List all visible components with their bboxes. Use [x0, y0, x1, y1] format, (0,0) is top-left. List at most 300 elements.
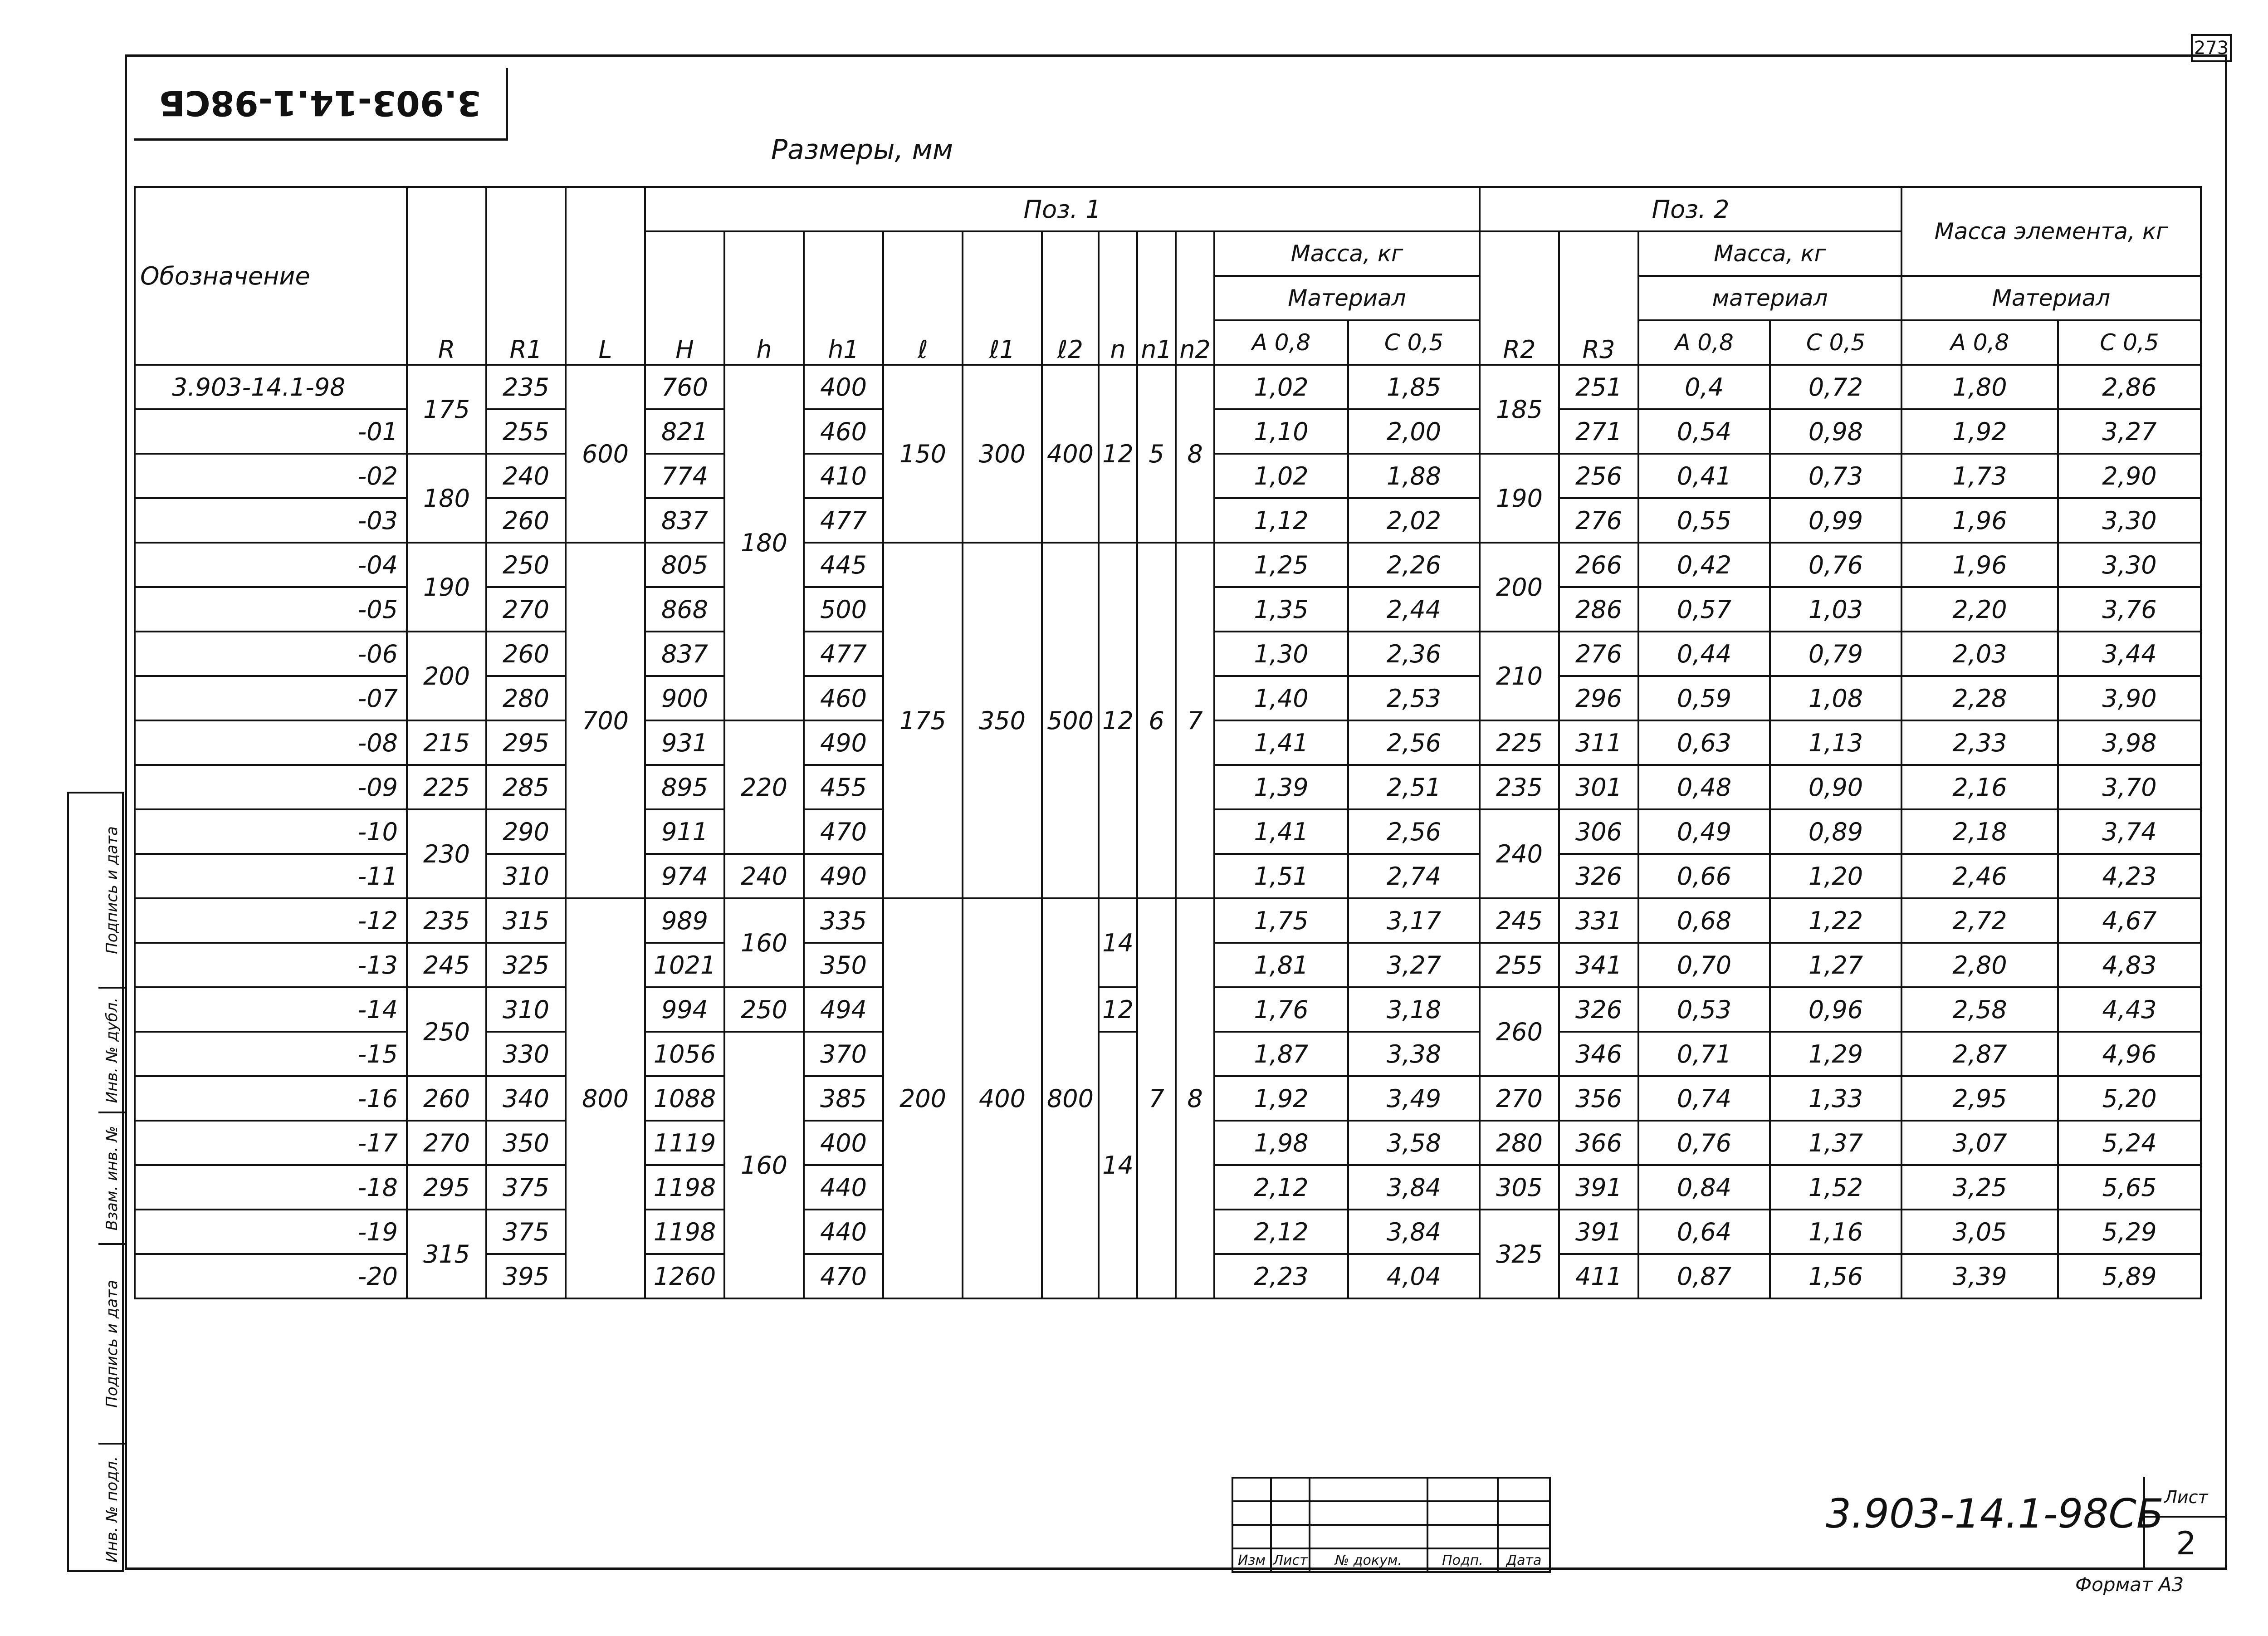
mass2-C05-cell: 0,99	[1770, 498, 1901, 543]
izm-label: Изм	[1232, 1548, 1271, 1572]
mass2-C05-cell: 1,52	[1770, 1165, 1901, 1210]
element-mass-A08-cell: 2,03	[1901, 632, 2058, 676]
designation-cell: -19	[135, 1210, 407, 1254]
rev-cell	[1310, 1525, 1427, 1548]
mass2-A08-cell: 0,44	[1638, 632, 1770, 676]
designation-cell: -07	[135, 676, 407, 720]
mass2-C05-cell: 1,29	[1770, 1032, 1901, 1076]
mass1-A08-cell: 1,35	[1214, 587, 1348, 632]
l2-cell: 500	[1042, 543, 1099, 898]
h1-cell: 477	[804, 498, 883, 543]
element-mass-A08-cell: 3,25	[1901, 1165, 2058, 1210]
C05-header-2: С 0,5	[1770, 320, 1901, 365]
mass1-C05-cell: 2,56	[1348, 809, 1480, 854]
l1-cell: 350	[963, 543, 1042, 898]
R3-cell: 251	[1559, 365, 1638, 409]
h1-cell: 445	[804, 543, 883, 587]
H-cell: 1056	[645, 1032, 724, 1076]
mass1-A08-cell: 1,12	[1214, 498, 1348, 543]
mass2-C05-cell: 0,79	[1770, 632, 1901, 676]
R2-cell: 305	[1480, 1165, 1559, 1210]
element-mass-A08-cell: 1,92	[1901, 409, 2058, 454]
mass2-C05-cell: 0,90	[1770, 765, 1901, 809]
H-cell: 1198	[645, 1165, 724, 1210]
designation-cell: -14	[135, 987, 407, 1032]
h1-header: h1	[804, 231, 883, 365]
C05-header-1: С 0,5	[1348, 320, 1480, 365]
R3-cell: 366	[1559, 1121, 1638, 1165]
R2-cell: 225	[1480, 720, 1559, 765]
h1-cell: 490	[804, 720, 883, 765]
n-cell: 14	[1099, 898, 1137, 987]
A08-header-3: А 0,8	[1901, 320, 2058, 365]
R2-cell: 260	[1480, 987, 1559, 1076]
R2-cell: 240	[1480, 809, 1559, 898]
R3-cell: 301	[1559, 765, 1638, 809]
mass1-C05-cell: 3,84	[1348, 1165, 1480, 1210]
h1-cell: 490	[804, 854, 883, 898]
element-mass-A08-cell: 2,46	[1901, 854, 2058, 898]
l2-header: ℓ2	[1042, 231, 1099, 365]
R1-cell: 330	[486, 1032, 566, 1076]
element-mass-A08-cell: 3,07	[1901, 1121, 2058, 1165]
R-cell: 260	[407, 1076, 486, 1121]
side-cell-signature-date-2: Подпись и дата	[98, 1245, 126, 1445]
mass2-C05-cell: 1,56	[1770, 1254, 1901, 1298]
side-cell-inv-podl: Инв. № подл.	[103, 1456, 121, 1563]
pos1-header: Поз. 1	[645, 187, 1480, 231]
designation-cell: -04	[135, 543, 407, 587]
R-cell: 180	[407, 454, 486, 543]
designation-cell: -06	[135, 632, 407, 676]
n-cell: 12	[1099, 987, 1137, 1032]
R3-cell: 276	[1559, 632, 1638, 676]
format-label: Формат А3	[2075, 1573, 2184, 1596]
mass2-A08-cell: 0,70	[1638, 943, 1770, 987]
R1-header: R1	[486, 187, 566, 365]
mass1-A08-cell: 1,39	[1214, 765, 1348, 809]
rev-cell	[1271, 1478, 1310, 1501]
L-header: L	[566, 187, 645, 365]
material3-header: Материал	[1901, 276, 2201, 320]
doc-label: № докум.	[1310, 1548, 1427, 1572]
R-cell: 250	[407, 987, 486, 1076]
rev-cell	[1271, 1525, 1310, 1548]
element-mass-C05-cell: 5,29	[2058, 1210, 2201, 1254]
mass2-A08-cell: 0,42	[1638, 543, 1770, 587]
h1-cell: 385	[804, 1076, 883, 1121]
R2-cell: 245	[1480, 898, 1559, 943]
H-cell: 760	[645, 365, 724, 409]
rev-cell	[1427, 1478, 1498, 1501]
rev-cell	[1498, 1501, 1550, 1525]
table-title: Размеры, мм	[771, 134, 953, 166]
H-cell: 931	[645, 720, 724, 765]
mass2-A08-cell: 0,53	[1638, 987, 1770, 1032]
rotated-stamp	[134, 68, 508, 141]
table-row	[135, 898, 2201, 943]
rev-cell	[1427, 1501, 1498, 1525]
R-cell: 190	[407, 543, 486, 632]
l-cell: 175	[883, 543, 963, 898]
mass1-A08-cell: 1,30	[1214, 632, 1348, 676]
R3-cell: 311	[1559, 720, 1638, 765]
designation-cell: -15	[135, 1032, 407, 1076]
R3-cell: 411	[1559, 1254, 1638, 1298]
mass2-A08-cell: 0,55	[1638, 498, 1770, 543]
mass1-C05-cell: 2,53	[1348, 676, 1480, 720]
element-mass-C05-cell: 3,98	[2058, 720, 2201, 765]
L-cell: 700	[566, 543, 645, 898]
designation-cell: -01	[135, 409, 407, 454]
mass2-A08-cell: 0,49	[1638, 809, 1770, 854]
R1-cell: 375	[486, 1165, 566, 1210]
n1-header: n1	[1137, 231, 1176, 365]
mass2-A08-cell: 0,74	[1638, 1076, 1770, 1121]
R1-cell: 255	[486, 409, 566, 454]
designation-cell: -10	[135, 809, 407, 854]
H-cell: 974	[645, 854, 724, 898]
designation-cell: -03	[135, 498, 407, 543]
rev-cell	[1310, 1478, 1427, 1501]
R-cell: 230	[407, 809, 486, 898]
element-mass-A08-cell: 2,28	[1901, 676, 2058, 720]
mass1-C05-cell: 2,44	[1348, 587, 1480, 632]
mass2-C05-cell: 1,37	[1770, 1121, 1901, 1165]
H-cell: 994	[645, 987, 724, 1032]
mass1-C05-cell: 2,36	[1348, 632, 1480, 676]
h1-cell: 470	[804, 809, 883, 854]
R2-cell: 210	[1480, 632, 1559, 720]
n1-cell: 7	[1137, 898, 1176, 1298]
element-mass-C05-cell: 5,20	[2058, 1076, 2201, 1121]
R1-cell: 325	[486, 943, 566, 987]
side-cell-vzam-inv: Взам. инв. №	[98, 1113, 126, 1245]
h1-cell: 500	[804, 587, 883, 632]
h-cell: 180	[724, 365, 804, 720]
n1-cell: 5	[1137, 365, 1176, 543]
R1-cell: 295	[486, 720, 566, 765]
mass1-A08-cell: 2,12	[1214, 1165, 1348, 1210]
mass2-C05-cell: 0,89	[1770, 809, 1901, 854]
R-cell: 225	[407, 765, 486, 809]
element-mass-A08-cell: 1,96	[1901, 543, 2058, 587]
side-stamp	[67, 792, 124, 1572]
R3-cell: 296	[1559, 676, 1638, 720]
mass2-C05-cell: 0,73	[1770, 454, 1901, 498]
R1-cell: 280	[486, 676, 566, 720]
h-cell: 160	[724, 898, 804, 987]
mass1-A08-cell: 2,12	[1214, 1210, 1348, 1254]
designation-header: Обозначение	[135, 187, 407, 365]
mass1-A08-cell: 1,10	[1214, 409, 1348, 454]
document-number: 3.903-14.1-98СБ	[1826, 1490, 2164, 1537]
mass2-A08-cell: 0,87	[1638, 1254, 1770, 1298]
L-cell: 800	[566, 898, 645, 1298]
rev-cell	[1232, 1525, 1271, 1548]
l2-cell: 800	[1042, 898, 1099, 1298]
h1-cell: 460	[804, 409, 883, 454]
mass1-C05-cell: 4,04	[1348, 1254, 1480, 1298]
rev-cell	[1271, 1501, 1310, 1525]
element-mass-C05-cell: 5,89	[2058, 1254, 2201, 1298]
element-mass-A08-cell: 2,18	[1901, 809, 2058, 854]
C05-header-3: С 0,5	[2058, 320, 2201, 365]
designation-cell: 3.903-14.1-98	[135, 365, 407, 409]
R3-cell: 271	[1559, 409, 1638, 454]
mass1-A08-cell: 1,40	[1214, 676, 1348, 720]
n-cell: 12	[1099, 543, 1137, 898]
pos2-header: Поз. 2	[1480, 187, 1901, 231]
designation-cell: -09	[135, 765, 407, 809]
side-cell-signature-date-1: Подпись и дата	[98, 794, 126, 989]
mass1-C05-cell: 3,17	[1348, 898, 1480, 943]
element-mass-header: Масса элемента, кг	[1901, 187, 2201, 276]
data-label: Дата	[1498, 1548, 1550, 1572]
R3-cell: 341	[1559, 943, 1638, 987]
R2-cell: 280	[1480, 1121, 1559, 1165]
designation-cell: -05	[135, 587, 407, 632]
n-cell: 14	[1099, 1032, 1137, 1298]
H-cell: 868	[645, 587, 724, 632]
table-row	[135, 365, 2201, 409]
n2-cell: 8	[1176, 365, 1214, 543]
h-header: h	[724, 231, 804, 365]
mass1-A08-cell: 1,87	[1214, 1032, 1348, 1076]
rev-cell	[1310, 1501, 1427, 1525]
H-cell: 900	[645, 676, 724, 720]
l-cell: 200	[883, 898, 963, 1298]
mass1-C05-cell: 3,18	[1348, 987, 1480, 1032]
R2-cell: 255	[1480, 943, 1559, 987]
mass1-C05-cell: 2,74	[1348, 854, 1480, 898]
H-cell: 1260	[645, 1254, 724, 1298]
mass2-A08-cell: 0,41	[1638, 454, 1770, 498]
mass2-A08-cell: 0,63	[1638, 720, 1770, 765]
R3-cell: 346	[1559, 1032, 1638, 1076]
R1-cell: 310	[486, 854, 566, 898]
H-cell: 1088	[645, 1076, 724, 1121]
R1-cell: 235	[486, 365, 566, 409]
R2-header: R2	[1480, 231, 1559, 365]
element-mass-C05-cell: 3,70	[2058, 765, 2201, 809]
R2-cell: 200	[1480, 543, 1559, 632]
h1-cell: 460	[804, 676, 883, 720]
R1-cell: 290	[486, 809, 566, 854]
R2-cell: 185	[1480, 365, 1559, 454]
mass1-C05-cell: 3,58	[1348, 1121, 1480, 1165]
R-cell: 235	[407, 898, 486, 943]
h1-cell: 400	[804, 365, 883, 409]
mass2-A08-cell: 0,64	[1638, 1210, 1770, 1254]
mass2-C05-cell: 1,03	[1770, 587, 1901, 632]
designation-cell: -16	[135, 1076, 407, 1121]
rev-cell	[1427, 1525, 1498, 1548]
mass2-C05-cell: 0,96	[1770, 987, 1901, 1032]
h-cell: 220	[724, 720, 804, 854]
h-cell: 240	[724, 854, 804, 898]
h1-cell: 440	[804, 1210, 883, 1254]
R1-cell: 395	[486, 1254, 566, 1298]
table-row	[135, 543, 2201, 587]
element-mass-C05-cell: 2,86	[2058, 365, 2201, 409]
n-header: n	[1099, 231, 1137, 365]
designation-cell: -13	[135, 943, 407, 987]
list-label: Лист	[1271, 1548, 1310, 1572]
stamp-code: 3.903-14.1-98СБ	[158, 83, 481, 123]
h1-cell: 350	[804, 943, 883, 987]
mass2-C05-cell: 1,16	[1770, 1210, 1901, 1254]
mass2-C05-cell: 0,76	[1770, 543, 1901, 587]
mass1-C05-cell: 3,27	[1348, 943, 1480, 987]
H-cell: 821	[645, 409, 724, 454]
element-mass-A08-cell: 3,39	[1901, 1254, 2058, 1298]
mass1-C05-cell: 2,02	[1348, 498, 1480, 543]
designation-cell: -08	[135, 720, 407, 765]
h1-cell: 455	[804, 765, 883, 809]
mass2-A08-cell: 0,4	[1638, 365, 1770, 409]
h1-cell: 335	[804, 898, 883, 943]
mass2-A08-cell: 0,57	[1638, 587, 1770, 632]
element-mass-A08-cell: 2,95	[1901, 1076, 2058, 1121]
R1-cell: 260	[486, 498, 566, 543]
mass2-C05-cell: 0,72	[1770, 365, 1901, 409]
designation-cell: -02	[135, 454, 407, 498]
h1-cell: 477	[804, 632, 883, 676]
element-mass-A08-cell: 2,72	[1901, 898, 2058, 943]
mass2-A08-cell: 0,68	[1638, 898, 1770, 943]
n2-cell: 8	[1176, 898, 1214, 1298]
element-mass-C05-cell: 5,65	[2058, 1165, 2201, 1210]
mass1-A08-cell: 1,81	[1214, 943, 1348, 987]
l-header: ℓ	[883, 231, 963, 365]
designation-cell: -12	[135, 898, 407, 943]
n-cell: 12	[1099, 365, 1137, 543]
mass2-A08-cell: 0,48	[1638, 765, 1770, 809]
n1-cell: 6	[1137, 543, 1176, 898]
mass1-A08-cell: 1,75	[1214, 898, 1348, 943]
l1-cell: 300	[963, 365, 1042, 543]
mass1-A08-cell: 1,41	[1214, 720, 1348, 765]
R1-cell: 315	[486, 898, 566, 943]
R3-cell: 266	[1559, 543, 1638, 587]
mass2-A08-cell: 0,54	[1638, 409, 1770, 454]
R1-cell: 250	[486, 543, 566, 587]
R1-cell: 310	[486, 987, 566, 1032]
R3-cell: 331	[1559, 898, 1638, 943]
R3-cell: 256	[1559, 454, 1638, 498]
R-cell: 295	[407, 1165, 486, 1210]
element-mass-C05-cell: 3,76	[2058, 587, 2201, 632]
H-cell: 774	[645, 454, 724, 498]
H-cell: 1198	[645, 1210, 724, 1254]
mass2-C05-cell: 1,08	[1770, 676, 1901, 720]
podp-label: Подп.	[1427, 1548, 1498, 1572]
R1-cell: 375	[486, 1210, 566, 1254]
mass2-C05-cell: 1,13	[1770, 720, 1901, 765]
element-mass-C05-cell: 4,67	[2058, 898, 2201, 943]
element-mass-C05-cell: 3,30	[2058, 543, 2201, 587]
sheet-box	[2143, 1477, 2227, 1570]
rev-cell	[1232, 1501, 1271, 1525]
element-mass-C05-cell: 3,90	[2058, 676, 2201, 720]
H-cell: 837	[645, 632, 724, 676]
A08-header-1: А 0,8	[1214, 320, 1348, 365]
side-cell-inv-dubl: Инв. № дубл.	[98, 989, 126, 1113]
l2-cell: 400	[1042, 365, 1099, 543]
n2-cell: 7	[1176, 543, 1214, 898]
mass1-C05-cell: 2,26	[1348, 543, 1480, 587]
R-cell: 175	[407, 365, 486, 454]
mass1-C05-cell: 2,00	[1348, 409, 1480, 454]
h1-cell: 494	[804, 987, 883, 1032]
dimensions-table	[134, 186, 2202, 1299]
R3-header: R3	[1559, 231, 1638, 365]
h1-cell: 410	[804, 454, 883, 498]
element-mass-A08-cell: 2,80	[1901, 943, 2058, 987]
R3-cell: 326	[1559, 987, 1638, 1032]
rev-cell	[1498, 1525, 1550, 1548]
rev-cell	[1498, 1478, 1550, 1501]
mass1-A08-cell: 1,25	[1214, 543, 1348, 587]
mass1-header: Масса, кг	[1214, 231, 1480, 276]
mass1-A08-cell: 1,02	[1214, 454, 1348, 498]
material1-header: Материал	[1214, 276, 1480, 320]
mass1-C05-cell: 3,38	[1348, 1032, 1480, 1076]
designation-cell: -20	[135, 1254, 407, 1298]
mass2-C05-cell: 1,33	[1770, 1076, 1901, 1121]
mass1-A08-cell: 1,92	[1214, 1076, 1348, 1121]
element-mass-A08-cell: 3,05	[1901, 1210, 2058, 1254]
R3-cell: 356	[1559, 1076, 1638, 1121]
mass2-A08-cell: 0,76	[1638, 1121, 1770, 1165]
element-mass-C05-cell: 4,83	[2058, 943, 2201, 987]
element-mass-C05-cell: 2,90	[2058, 454, 2201, 498]
h-cell: 160	[724, 1032, 804, 1298]
mass1-A08-cell: 1,41	[1214, 809, 1348, 854]
rev-cell	[1232, 1478, 1271, 1501]
element-mass-A08-cell: 2,16	[1901, 765, 2058, 809]
h1-cell: 400	[804, 1121, 883, 1165]
l1-cell: 400	[963, 898, 1042, 1298]
A08-header-2: А 0,8	[1638, 320, 1770, 365]
element-mass-A08-cell: 2,33	[1901, 720, 2058, 765]
element-mass-C05-cell: 3,30	[2058, 498, 2201, 543]
mass2-C05-cell: 1,22	[1770, 898, 1901, 943]
l1-header: ℓ1	[963, 231, 1042, 365]
element-mass-A08-cell: 1,80	[1901, 365, 2058, 409]
h1-cell: 440	[804, 1165, 883, 1210]
element-mass-C05-cell: 3,27	[2058, 409, 2201, 454]
mass1-C05-cell: 1,88	[1348, 454, 1480, 498]
material2-header: материал	[1638, 276, 1901, 320]
l-cell: 150	[883, 365, 963, 543]
R3-cell: 306	[1559, 809, 1638, 854]
title-block	[1232, 1477, 2227, 1570]
R3-cell: 391	[1559, 1210, 1638, 1254]
H-cell: 895	[645, 765, 724, 809]
R1-cell: 270	[486, 587, 566, 632]
mass1-C05-cell: 3,49	[1348, 1076, 1480, 1121]
R-cell: 245	[407, 943, 486, 987]
mass1-C05-cell: 2,56	[1348, 720, 1480, 765]
R2-cell: 235	[1480, 765, 1559, 809]
mass2-A08-cell: 0,66	[1638, 854, 1770, 898]
element-mass-C05-cell: 3,44	[2058, 632, 2201, 676]
element-mass-A08-cell: 2,58	[1901, 987, 2058, 1032]
designation-cell: -17	[135, 1121, 407, 1165]
mass2-C05-cell: 1,20	[1770, 854, 1901, 898]
